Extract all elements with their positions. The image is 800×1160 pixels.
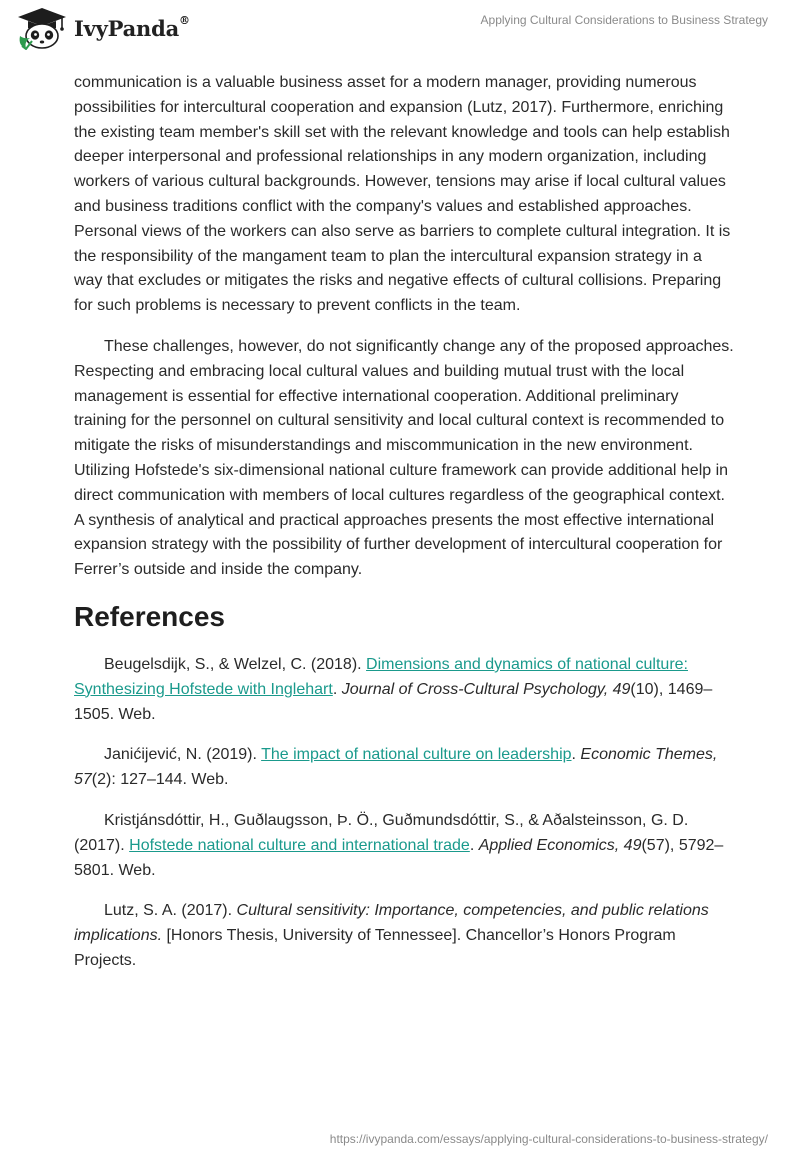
references-heading: References xyxy=(74,600,225,632)
reference-item xyxy=(74,743,734,793)
reference-details: (10), 1469–1505. Web. xyxy=(74,680,713,723)
essay-content xyxy=(74,71,734,990)
reference-link[interactable]: Dimensions and dynamics of national culture: Synthesizing Hofstede with Inglehart xyxy=(74,655,688,698)
reference-item xyxy=(74,899,734,973)
reference-details: (2): 127–144. Web. xyxy=(91,771,229,789)
reference-journal: Journal of Cross-Cultural Psychology, 49 xyxy=(341,680,631,698)
body-paragraph: communication is a valuable business asset for a modern manager, providing numerous possibilities for intercultural cooperation and expansion (Lutz, 2017). Furthermore, enriching the existing team member's skill set with the relevant knowledge and tools can help establish deeper interpersonal and professional relationships in any modern organization, including workers of various cultural backgrounds. However, tensions may arise if local cultural values and business traditions conflict with the company's values and established approaches. Personal views of the workers can also serve as barriers to complete cultural integration. It is the responsibility of the mangament team to plan the intercultural expansion strategy in a way that excludes or mitigates the risks and negative effects of cultural collisions. Preparing for such problems is necessary to prevent conflicts in the team. xyxy=(74,74,731,315)
reference-link[interactable]: The impact of national culture on leadership xyxy=(261,746,572,764)
reference-authors: Janićijević, N. (2019). xyxy=(104,746,262,764)
source-url[interactable]: https://ivypanda.com/essays/applying-cultural-considerations-to-business-strategy/ xyxy=(329,1132,768,1146)
reference-authors: Lutz, S. A. (2017). xyxy=(104,902,237,920)
page-header xyxy=(0,0,800,62)
reference-title: Cultural sensitivity: Importance, competencies, and public relations implications. xyxy=(74,902,709,945)
reference-separator: . xyxy=(469,836,479,854)
ivypanda-logo[interactable] xyxy=(14,6,190,50)
body-paragraph: These challenges, however, do not significantly change any of the proposed approaches. Respecting and embracing local cultural values and building mutual trust with the local management is essential for effective international cooperation. Additional preliminary training for the personnel on cultural sensitivity and local cultural context is recommended to mitigate the risks of misunderstandings and miscommunication in the new environment. Utilizing Hofstede's six-dimensional national culture framework can provide additional help in direct communication with members of local cultures regardless of the geographical context. A synthesis of analytical and practical approaches presents the most effective international expansion strategy with the possibility of further development of intercultural cooperation for Ferrer’s outside and inside the company. xyxy=(74,337,734,579)
reference-details: [Honors Thesis, University of Tennessee]. Chancellor’s Honors Program Projects. xyxy=(74,927,676,969)
document-title: Applying Cultural Considerations to Business Strategy xyxy=(480,13,768,27)
reference-item xyxy=(74,653,734,727)
panda-logo-icon xyxy=(14,6,70,50)
reference-authors: Beugelsdijk, S., & Welzel, C. (2018). xyxy=(104,655,367,673)
reference-item xyxy=(74,809,734,883)
reference-separator: . xyxy=(332,680,342,698)
reference-details: (57), 5792–5801. Web. xyxy=(74,836,724,879)
reference-journal: Economic Themes, 57 xyxy=(74,746,718,789)
logo-wordmark: IvyPanda® xyxy=(74,13,190,41)
reference-authors: Kristjánsdóttir, H., Guðlaugsson, Þ. Ö., Guðmundsdóttir, S., & Aðalsteinsson, G. D. (2017). xyxy=(74,811,689,854)
reference-separator: . xyxy=(571,746,581,764)
reference-journal: Applied Economics, 49 xyxy=(478,836,642,854)
reference-link[interactable]: Hofstede national culture and international trade xyxy=(129,836,470,854)
